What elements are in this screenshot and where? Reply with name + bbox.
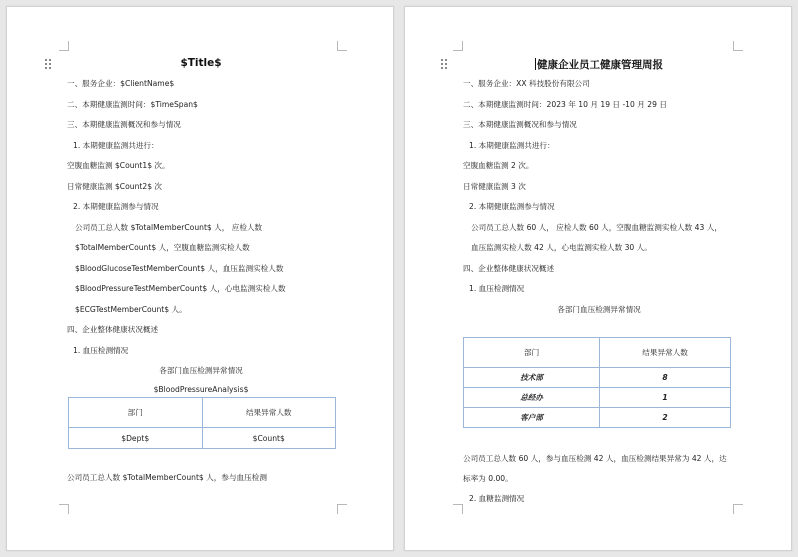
document-title-text: 健康企业员工健康管理周报 bbox=[537, 59, 663, 71]
paragraph-line: $TotalMemberCount$ 人，空腹血糖监测实检人数 bbox=[75, 243, 250, 252]
client-line: 一、服务企业：$ClientName$ bbox=[67, 79, 175, 88]
table-cell: $Dept$ bbox=[69, 428, 203, 449]
table-header-cell: 结果异常人数 bbox=[600, 338, 731, 368]
paragraph-line: 空腹血糖监测 2 次。 bbox=[463, 161, 534, 170]
margin-corner-mark bbox=[337, 504, 347, 514]
timespan-line: 二、本期健康监测时间：$TimeSpan$ bbox=[67, 100, 198, 109]
table-cell: 8 bbox=[600, 368, 731, 388]
report-page bbox=[404, 6, 792, 551]
paragraph-line: 日常健康监测 3 次 bbox=[463, 182, 526, 191]
paragraph-line: 血压监测实检人数 42 人，心电监测实检人数 30 人。 bbox=[471, 243, 652, 252]
table-caption: 各部门血压检测异常情况 bbox=[159, 366, 243, 375]
drag-handle-icon[interactable] bbox=[441, 59, 448, 69]
paragraph-line: 标率为 0.00。 bbox=[463, 474, 513, 483]
table-caption: 各部门血压检测异常情况 bbox=[557, 305, 641, 314]
list-item: 2. 本期健康监测参与情况 bbox=[469, 202, 555, 211]
list-item: 2. 本期健康监测参与情况 bbox=[73, 202, 159, 211]
margin-corner-mark bbox=[337, 41, 347, 51]
table-cell: 技术部 bbox=[464, 368, 600, 388]
paragraph-line: 公司员工总人数 $TotalMemberCount$ 人，参与血压检测 bbox=[67, 473, 267, 482]
text-cursor bbox=[535, 58, 536, 70]
list-item: 2. 血糖监测情况 bbox=[469, 494, 525, 503]
table-cell: 1 bbox=[600, 388, 731, 408]
section-heading: 四、企业整体健康状况概述 bbox=[463, 264, 555, 273]
table-cell: $Count$ bbox=[202, 428, 336, 449]
paragraph-line: $BloodPressureTestMemberCount$ 人，心电监测实检人数 bbox=[75, 284, 286, 293]
section-heading: 四、企业整体健康状况概述 bbox=[67, 325, 159, 334]
list-item: 1. 本期健康监测共进行： bbox=[469, 141, 555, 150]
template-page bbox=[6, 6, 394, 551]
table-cell: 2 bbox=[600, 408, 731, 428]
section-heading: 三、本期健康监测概况和参与情况 bbox=[67, 120, 181, 129]
margin-corner-mark bbox=[59, 41, 69, 51]
paragraph-line: $BloodGlucoseTestMemberCount$ 人，血压监测实检人数 bbox=[75, 264, 284, 273]
template-table bbox=[68, 397, 336, 449]
list-item: 1. 本期健康监测共进行： bbox=[73, 141, 159, 150]
table-header-cell: 结果异常人数 bbox=[202, 398, 336, 428]
table-header-cell: 部门 bbox=[464, 338, 600, 368]
table-row bbox=[464, 388, 731, 408]
table-header-row bbox=[464, 338, 731, 368]
margin-corner-mark bbox=[733, 41, 743, 51]
paragraph-line: 公司员工总人数 60 人， 应检人数 60 人，空腹血糖监测实检人数 43 人， bbox=[471, 223, 722, 232]
margin-corner-mark bbox=[733, 504, 743, 514]
margin-corner-mark bbox=[453, 41, 463, 51]
margin-corner-mark bbox=[453, 504, 463, 514]
list-item: 1. 血压检测情况 bbox=[73, 346, 129, 355]
table-row bbox=[464, 368, 731, 388]
paragraph-line: 公司员工总人数 60 人，参与血压检测 42 人，血压检测结果异常为 42 人，达 bbox=[463, 454, 727, 463]
list-item: 1. 血压检测情况 bbox=[469, 284, 525, 293]
table-row bbox=[69, 428, 336, 449]
margin-corner-mark bbox=[59, 504, 69, 514]
paragraph-line: 空腹血糖监测 $Count1$ 次。 bbox=[67, 161, 170, 170]
document-title: $Title$ bbox=[180, 57, 222, 69]
document-title[interactable] bbox=[535, 57, 663, 72]
department-table bbox=[463, 337, 731, 428]
section-heading: 三、本期健康监测概况和参与情况 bbox=[463, 120, 577, 129]
table-header-cell: 部门 bbox=[69, 398, 203, 428]
table-header-row bbox=[69, 398, 336, 428]
table-placeholder: $BloodPressureAnalysis$ bbox=[153, 385, 249, 394]
table-cell: 客户部 bbox=[464, 408, 600, 428]
table-row bbox=[464, 408, 731, 428]
paragraph-line: 公司员工总人数 $TotalMemberCount$ 人， 应检人数 bbox=[75, 223, 263, 232]
paragraph-line: 日常健康监测 $Count2$ 次 bbox=[67, 182, 163, 191]
client-line: 一、服务企业：XX 科技股份有限公司 bbox=[463, 79, 590, 88]
paragraph-line: $ECGTestMemberCount$ 人。 bbox=[75, 305, 187, 314]
table-cell: 总经办 bbox=[464, 388, 600, 408]
timespan-line: 二、本期健康监测时间：2023 年 10 月 19 日 -10 月 29 日 bbox=[463, 100, 667, 109]
